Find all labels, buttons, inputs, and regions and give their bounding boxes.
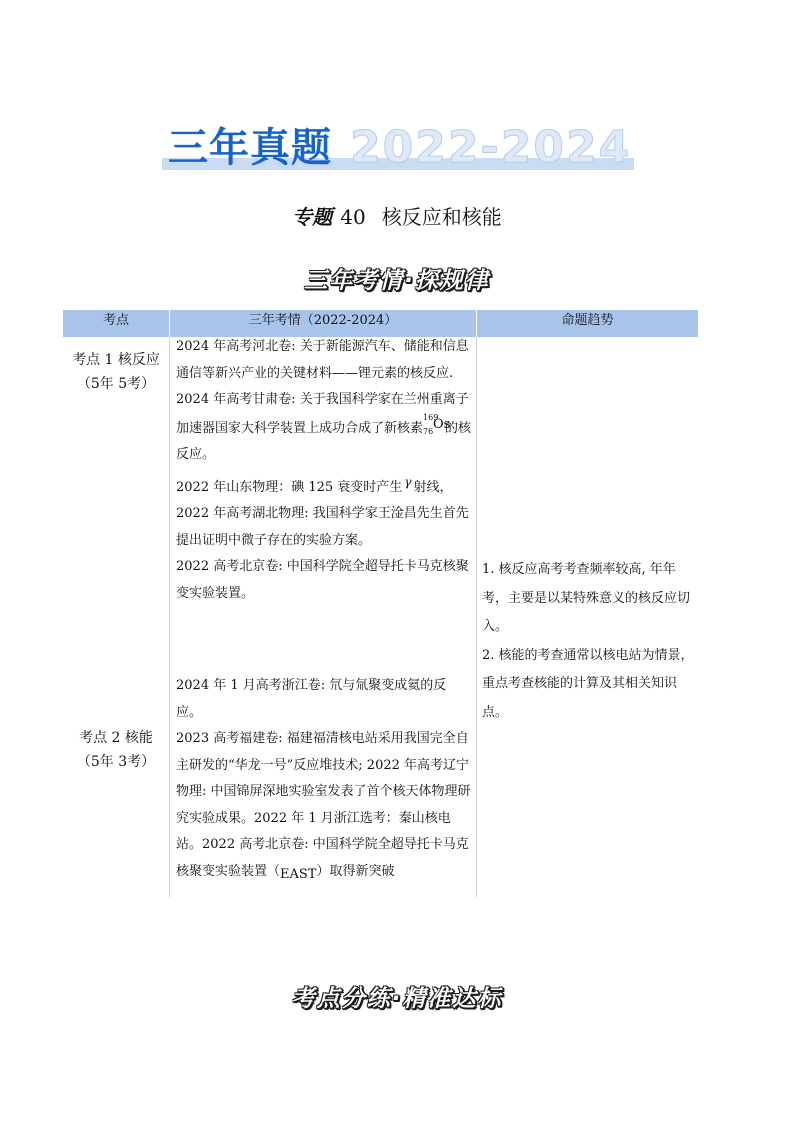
row2-point	[63, 726, 169, 774]
row1-item-gansu-text: 2024 年高考甘肃卷: 关于我国科学家在兰州重离子加速器国家大科学装置上成功合成了新核素	[176, 392, 469, 436]
row2-item-zhejiang: 2024 年 1 月高考浙江卷: 氘与氚聚变成氦的反应。	[176, 678, 447, 720]
east-label: EAST	[280, 866, 317, 882]
row2-item-others-text: 2023 高考福建卷: 福建福清核电站采用我国完全自主研发的“华龙一号”反应堆技术; 2022 年高考辽宁物理: 中国锦屏深地实验室发表了首个核天体物理研究实验成果。2022 年 1 月浙江选考：秦山核电站。2022 高考北京卷: 中国科学院全超导托卡马克核聚变实验装置（	[176, 731, 471, 879]
row1-point-count: （5年 5考）	[76, 376, 156, 392]
row2-item-others	[176, 726, 472, 888]
nuclide-mass: 169	[423, 412, 439, 422]
nuclide-atomic: 76	[423, 426, 434, 436]
header-point: 考点	[102, 313, 129, 328]
row2-point-count: （5年 3考）	[76, 754, 156, 770]
nuclide-symbol	[423, 412, 451, 440]
topic-prefix: 专题	[292, 205, 333, 229]
row1-item-gansu-end: 的核反应。	[176, 420, 472, 462]
topic-name: 核反应和核能	[381, 205, 502, 229]
topic-heading	[0, 203, 794, 231]
header-trend: 命题趋势	[561, 313, 614, 328]
row2-point-label: 考点 2 核能	[79, 730, 153, 746]
section-title-practice: 考点分练·精准达标	[291, 986, 503, 1012]
trend-item-1: 1. 核反应高考考查频率较高, 年年考，主要是以某特殊意义的核反应切入。	[482, 562, 691, 634]
column-divider	[476, 337, 477, 897]
row1-item-beijing: 2022 高考北京卷: 中国科学院全超导托卡马克核聚变实验装置。	[176, 559, 469, 601]
header-situation: 三年考情（2022-2024）	[248, 313, 398, 328]
row1-point	[63, 348, 169, 396]
gamma-symbol: γ	[404, 474, 412, 489]
topic-number: 40	[340, 205, 366, 229]
row1-item-hubei: 2022 年高考湖北物理: 我国科学家王淦昌先生首先提出证明中微子存在的实验方案。	[176, 506, 469, 548]
row2-situation	[176, 673, 472, 888]
trend-column	[482, 556, 700, 727]
banner-main-text: 三年真题	[168, 125, 332, 171]
row1-item-shandong-a: 2022 年山东物理：碘 125 衰变时产生	[176, 479, 403, 495]
column-divider	[169, 337, 170, 897]
row1-item-shandong-b: 射线，	[413, 479, 453, 495]
row1-situation	[176, 334, 472, 607]
table-header	[63, 310, 698, 337]
trend-item-2: 2. 核能的考查通常以核电站为情景，重点考查核能的计算及其相关知识点。	[482, 647, 694, 720]
row2-item-others-end: ）取得新突破	[316, 863, 395, 879]
nuclide-element: Os	[433, 416, 451, 432]
title-banner	[162, 124, 634, 172]
row1-item-shandong	[176, 469, 472, 502]
section-title-overview: 三年考情·探规律	[304, 268, 490, 294]
banner-years-text: 2022-2024	[350, 122, 632, 173]
row1-item-hebei: 2024 年高考河北卷: 关于新能源汽车、储能和信息通信等新兴产业的关键材料——锂元素的核反应.	[176, 339, 469, 381]
row1-item-gansu	[176, 387, 472, 469]
row1-point-label: 考点 1 核反应	[72, 352, 160, 368]
